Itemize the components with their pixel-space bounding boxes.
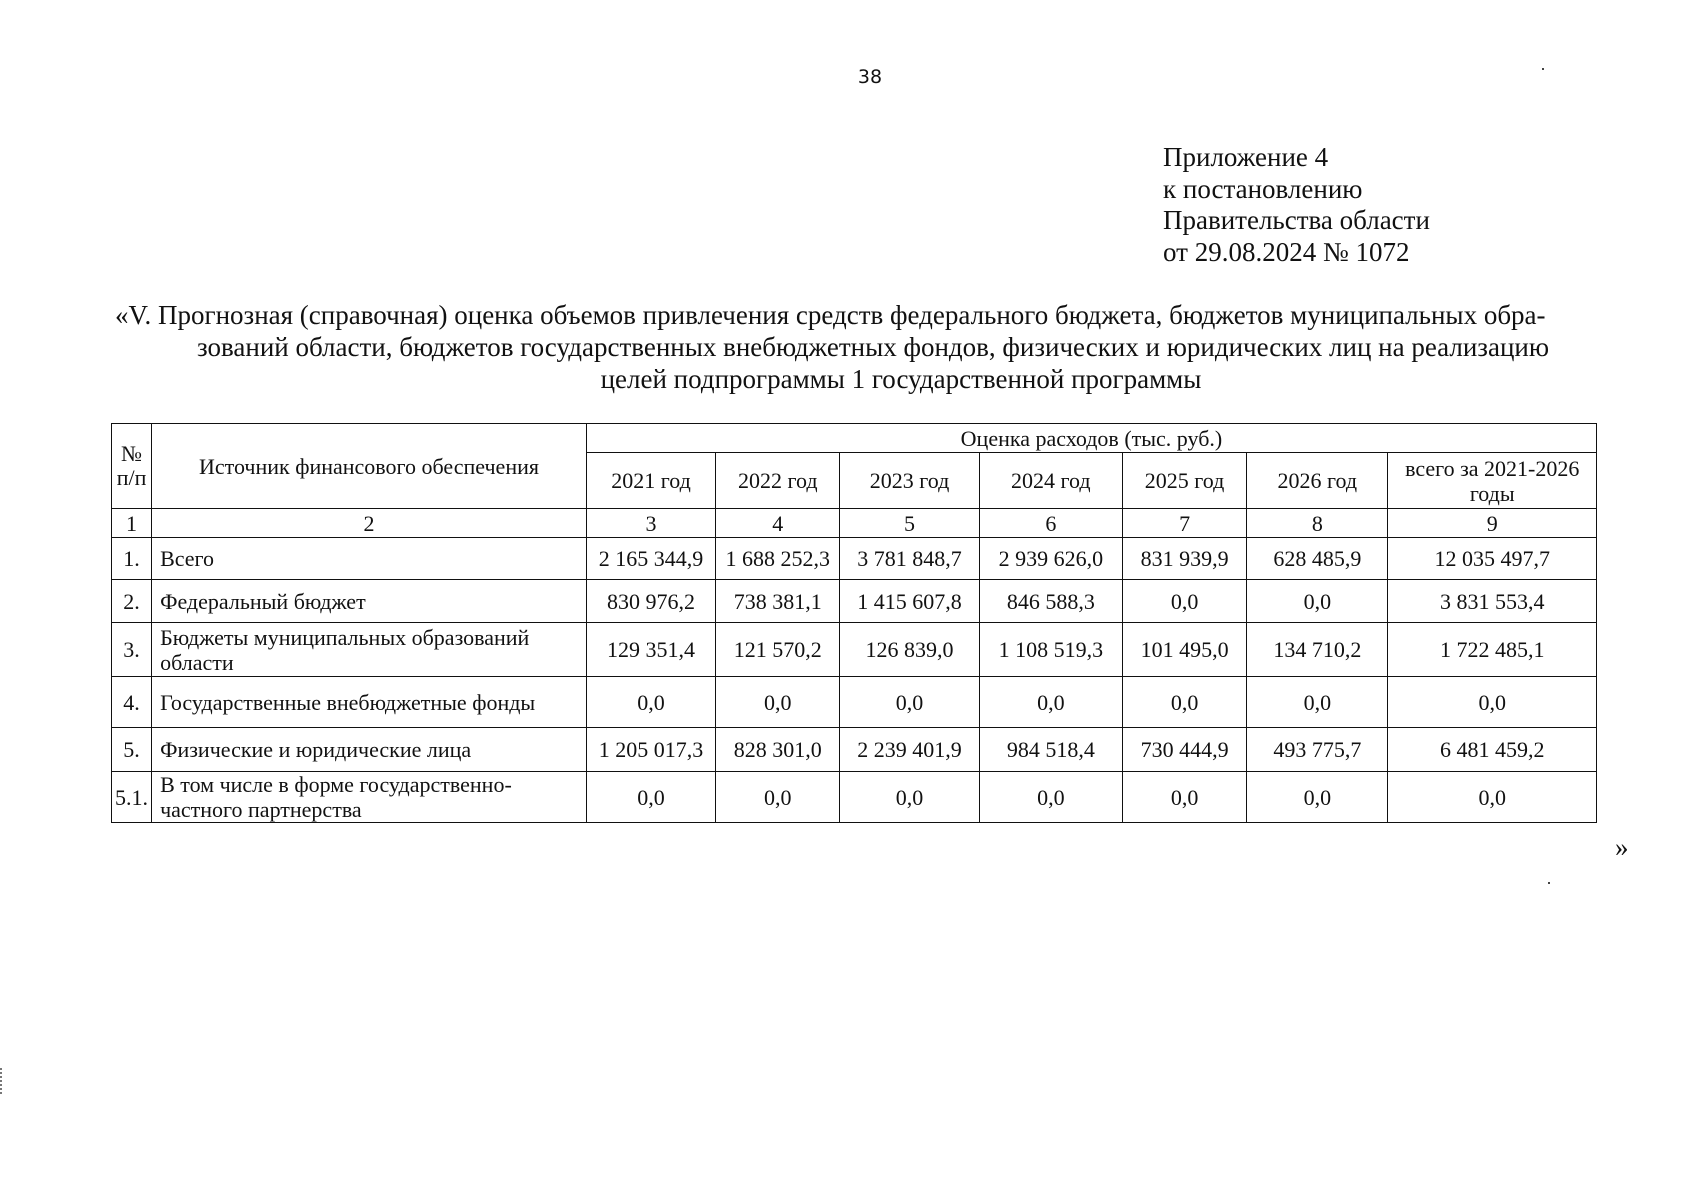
row-value: 2 239 401,9	[840, 728, 979, 772]
appendix-block	[1163, 142, 1430, 268]
row-value: 0,0	[586, 677, 715, 728]
table-row	[112, 728, 1597, 772]
row-value: 0,0	[716, 677, 840, 728]
row-value: 0,0	[840, 772, 979, 823]
closing-quote: »	[1615, 832, 1629, 862]
row-value: 0,0	[979, 677, 1122, 728]
table-header-row	[112, 424, 1597, 453]
section-title-line: целей подпрограммы 1 государственной программы	[600, 364, 1202, 394]
row-value: 0,0	[1247, 772, 1388, 823]
row-num: 5.1.	[112, 772, 152, 823]
header-year: 2023 год	[840, 453, 979, 509]
row-value: 0,0	[1247, 677, 1388, 728]
row-num: 1.	[112, 538, 152, 580]
appendix-line: от 29.08.2024 № 1072	[1163, 236, 1410, 267]
header-year: 2022 год	[716, 453, 840, 509]
header-num: № п/п	[112, 424, 152, 509]
row-value: 846 588,3	[979, 580, 1122, 623]
row-value: 831 939,9	[1122, 538, 1246, 580]
row-value: 830 976,2	[586, 580, 715, 623]
column-index: 9	[1388, 509, 1597, 538]
row-name: Бюджеты муниципальных образований области	[152, 623, 587, 677]
table-row	[112, 580, 1597, 623]
row-value: 121 570,2	[716, 623, 840, 677]
column-index: 8	[1247, 509, 1388, 538]
column-index: 7	[1122, 509, 1246, 538]
table-row	[112, 772, 1597, 823]
table-row	[112, 623, 1597, 677]
row-value: 0,0	[586, 772, 715, 823]
row-value: 0,0	[1122, 677, 1246, 728]
table-row	[112, 538, 1597, 580]
header-year: 2024 год	[979, 453, 1122, 509]
row-value: 126 839,0	[840, 623, 979, 677]
section-title-line: зований области, бюджетов государственных внебюджетных фондов, физических и юридических лиц на реализацию	[197, 332, 1550, 362]
row-value: 1 688 252,3	[716, 538, 840, 580]
column-index: 3	[586, 509, 715, 538]
row-total: 12 035 497,7	[1388, 538, 1597, 580]
scan-speck	[1542, 68, 1544, 70]
row-name: Всего	[152, 538, 587, 580]
section-title	[115, 299, 1625, 395]
row-total: 6 481 459,2	[1388, 728, 1597, 772]
row-name: Государственные внебюджетные фонды	[152, 677, 587, 728]
column-index: 4	[716, 509, 840, 538]
row-value: 0,0	[979, 772, 1122, 823]
row-value: 493 775,7	[1247, 728, 1388, 772]
row-value: 738 381,1	[716, 580, 840, 623]
header-source: Источник финансового обеспечения	[152, 424, 587, 509]
row-num: 5.	[112, 728, 152, 772]
row-value: 134 710,2	[1247, 623, 1388, 677]
row-value: 730 444,9	[1122, 728, 1246, 772]
row-total: 0,0	[1388, 772, 1597, 823]
row-num: 4.	[112, 677, 152, 728]
column-index: 6	[979, 509, 1122, 538]
header-year: 2021 год	[586, 453, 715, 509]
row-num: 2.	[112, 580, 152, 623]
header-total: всего за 2021-2026 годы	[1388, 453, 1597, 509]
scan-edge-mark	[0, 1068, 4, 1094]
row-value: 101 495,0	[1122, 623, 1246, 677]
column-index: 2	[152, 509, 587, 538]
column-index: 5	[840, 509, 979, 538]
row-value: 1 108 519,3	[979, 623, 1122, 677]
row-total: 1 722 485,1	[1388, 623, 1597, 677]
section-title-line: «V. Прогнозная (справочная) оценка объемов привлечения средств федерального бюджета, бюджетов муниципальных обра-	[115, 300, 1546, 330]
row-value: 0,0	[1247, 580, 1388, 623]
row-total: 0,0	[1388, 677, 1597, 728]
row-value: 628 485,9	[1247, 538, 1388, 580]
row-total: 3 831 553,4	[1388, 580, 1597, 623]
header-year: 2025 год	[1122, 453, 1246, 509]
row-value: 0,0	[1122, 772, 1246, 823]
header-group: Оценка расходов (тыс. руб.)	[586, 424, 1596, 453]
row-num: 3.	[112, 623, 152, 677]
row-value: 2 939 626,0	[979, 538, 1122, 580]
row-value: 0,0	[716, 772, 840, 823]
row-value: 129 351,4	[586, 623, 715, 677]
row-value: 1 415 607,8	[840, 580, 979, 623]
budget-table	[111, 423, 1597, 823]
appendix-line: к постановлению	[1163, 173, 1363, 204]
row-name: В том числе в форме государственно-частного партнерства	[152, 772, 587, 823]
row-value: 828 301,0	[716, 728, 840, 772]
row-value: 984 518,4	[979, 728, 1122, 772]
header-year: 2026 год	[1247, 453, 1388, 509]
appendix-line: Приложение 4	[1163, 142, 1329, 172]
row-value: 0,0	[1122, 580, 1246, 623]
column-index-row	[112, 509, 1597, 538]
row-value: 1 205 017,3	[586, 728, 715, 772]
row-value: 3 781 848,7	[840, 538, 979, 580]
page-number: 38	[857, 66, 883, 88]
column-index: 1	[112, 509, 152, 538]
row-name: Федеральный бюджет	[152, 580, 587, 623]
table-row	[112, 677, 1597, 728]
scan-speck	[1548, 882, 1550, 884]
row-value: 2 165 344,9	[586, 538, 715, 580]
appendix-line: Правительства области	[1163, 205, 1430, 235]
row-value: 0,0	[840, 677, 979, 728]
row-name: Физические и юридические лица	[152, 728, 587, 772]
